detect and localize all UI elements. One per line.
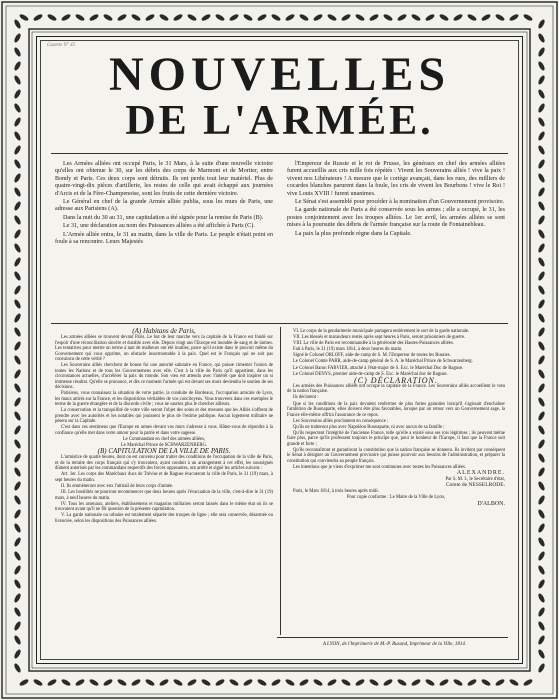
paragraph: IV. Tous les arsenaux, ateliers, établissemens et magasins militaires seront laissés dans le même état où ils se trouvaient avant qu'il ne fût question de la présente capitulation. xyxy=(55,501,273,513)
paragraph: Fait à Paris, le 31 (19) mars 1814, à deux heures du matin. xyxy=(293,347,403,353)
laurel-leaf xyxy=(537,523,546,534)
signature: Le Maréchal Prince de SCHWARZENBERG. xyxy=(120,443,208,449)
laurel-leaf xyxy=(13,19,22,30)
laurel-leaf xyxy=(467,13,478,22)
laurel-leaf xyxy=(537,299,546,310)
section-c-declaration xyxy=(287,329,505,508)
laurel-leaf xyxy=(537,131,546,142)
paragraph: VIII. La ville de Paris est recommandée à la générosité des Hautes-Puissances alliées. xyxy=(293,341,454,347)
laurel-leaf xyxy=(537,495,546,506)
laurel-leaf xyxy=(13,215,22,226)
laurel-leaf xyxy=(537,663,546,674)
laurel-leaf xyxy=(13,355,22,366)
laurel-leaf xyxy=(537,103,546,114)
laurel-leaf xyxy=(355,13,366,22)
paragraph: l'Empereur de Russie et le roi de Prusse, les généraux en chef des armées alliées furent accueillis aux cris mille fois répétés : Vivent les Souverains alliés ! vive la paix ! vivent nos Libérateurs ! A mesure que le cortège avançait, dans les rues, des milliers de cocardes blanches parurent dans la foule, les cris de vivent les Bourbons ! vive le Roi ! vive Louis XVIII ! furent unanimes. xyxy=(287,161,505,197)
laurel-leaf xyxy=(61,13,72,22)
laurel-leaf xyxy=(523,678,534,687)
laurel-leaf xyxy=(13,453,22,464)
laurel-leaf xyxy=(453,678,464,687)
paragraph: La conservation et la tranquillité de votre ville seront l'objet des soins et des mesures que les Alliés s'offrent de prendre avec les autorités et les notables qui jouissent le plus de l'estime publique. Aucun logement militaire ne pèsera sur la Capitale. xyxy=(55,408,273,425)
laurel-leaf xyxy=(13,61,22,72)
laurel-leaf xyxy=(243,13,254,22)
section-a-heading: (A) Habitans de Paris, xyxy=(132,327,196,335)
laurel-leaf xyxy=(145,13,156,22)
laurel-leaf xyxy=(537,271,546,282)
laurel-leaf xyxy=(369,678,380,687)
laurel-leaf xyxy=(13,271,22,282)
laurel-leaf xyxy=(537,551,546,562)
column-divider xyxy=(280,327,281,635)
laurel-leaf xyxy=(13,565,22,576)
page-title: NOUVELLES xyxy=(108,48,451,101)
laurel-leaf xyxy=(537,411,546,422)
laurel-leaf xyxy=(13,467,22,478)
paragraph: Le Général en chef de la grande Armée alliée publia, sous les murs de Paris, une adresse aux Parisiens (A). xyxy=(55,199,273,213)
laurel-leaf xyxy=(537,313,546,324)
upper-left-column xyxy=(55,161,273,247)
laurel-leaf xyxy=(537,635,546,646)
laurel-leaf xyxy=(537,327,546,338)
laurel-leaf xyxy=(397,13,408,22)
section-b-heading: (B) CAPITULATION DE LA VILLE DE PARIS. xyxy=(97,447,231,456)
laurel-leaf xyxy=(537,173,546,184)
laurel-leaf xyxy=(537,565,546,576)
laurel-leaf xyxy=(215,678,226,687)
paragraph: Le Sénat s'est assemblé pour procéder à la nomination d'un Gouvernement provisoire. xyxy=(295,199,505,206)
laurel-leaf xyxy=(425,678,436,687)
laurel-leaf xyxy=(13,397,22,408)
paragraph: Les armées des Puissances alliées ont occupé la capitale de la France. Les Souverains alliés accueillent le vœu de la nation française. xyxy=(287,383,505,395)
signature-title: Par S. M. I., le Secrétaire d'état, xyxy=(445,477,505,483)
laurel-leaf xyxy=(537,593,546,604)
paragraph: Le Colonel Comte PARR, aide-de-camp général de S. A. le Maréchal Prince de Schwarzenberg. xyxy=(293,359,473,365)
laurel-leaf xyxy=(537,117,546,128)
laurel-leaf xyxy=(89,678,100,687)
laurel-leaf xyxy=(383,678,394,687)
laurel-leaf xyxy=(13,89,22,100)
laurel-leaf xyxy=(537,285,546,296)
laurel-leaf xyxy=(89,13,100,22)
laurel-leaf xyxy=(13,537,22,548)
laurel-leaf xyxy=(13,663,22,674)
laurel-leaf xyxy=(13,313,22,324)
laurel-leaf xyxy=(13,607,22,618)
laurel-leaf xyxy=(537,383,546,394)
laurel-leaf xyxy=(13,75,22,86)
paragraph: Parisiens, vous connaissez la situation de votre patrie, la conduite de Bordeaux, l'occupation amicale de Lyon, les maux attirés sur la France, et les dispositions véritables de vos concitoyens. Vous trouverez dans ces exemples le terme de la guerre étrangère et de la discorde civile ; vous ne sauriez plus le chercher ailleurs. xyxy=(55,391,273,408)
paragraph: La garde nationale de Paris a été conservée sous les armes ; elle a occupé, le 31, les postes conjointement avec les troupes alliées. Le 1er avril, les armées alliées se sont mises à la poursuite des débris de l'armée française sur la route de Fontainebleau. xyxy=(287,207,505,229)
laurel-leaf xyxy=(537,75,546,86)
paragraph: L'armistice de quatre heures, dont on est convenu pour traiter des conditions de l'occupation de la ville de Paris, et de la retraite des corps français qui s'y trouvaient, ayant conduit à un arrangement à cet effet, les soussignés dûment autorisés par les commandans respectifs des forces opposantes, ont arrêté et signé les articles suivans : xyxy=(55,455,273,472)
laurel-leaf xyxy=(117,678,128,687)
paragraph: Ils déclarent : xyxy=(293,395,319,401)
laurel-leaf xyxy=(13,523,22,534)
laurel-leaf xyxy=(13,299,22,310)
broadsheet-page xyxy=(36,36,523,664)
laurel-leaf xyxy=(439,678,450,687)
laurel-leaf xyxy=(537,481,546,492)
laurel-leaf xyxy=(13,481,22,492)
laurel-leaf xyxy=(243,678,254,687)
laurel-leaf xyxy=(299,13,310,22)
paragraph: Les intentions que je viens d'exprimer me sont communes avec toutes les Puissances alliées. xyxy=(293,465,466,470)
laurel-leaf xyxy=(13,229,22,240)
signature: ALEXANDRE. xyxy=(456,470,505,477)
laurel-leaf xyxy=(299,678,310,687)
laurel-leaf xyxy=(13,425,22,436)
laurel-leaf xyxy=(537,439,546,450)
laurel-leaf xyxy=(257,13,268,22)
laurel-leaf xyxy=(13,173,22,184)
laurel-leaf xyxy=(229,13,240,22)
signature-title: Le Commandant en chef des armées alliées, xyxy=(122,437,206,443)
laurel-leaf xyxy=(187,13,198,22)
paragraph: Les Souverains alliés proclament en conséquence : xyxy=(293,418,389,424)
laurel-leaf xyxy=(537,355,546,366)
laurel-leaf xyxy=(313,678,324,687)
laurel-leaf xyxy=(537,467,546,478)
laurel-leaf xyxy=(103,13,114,22)
laurel-leaf xyxy=(537,341,546,352)
laurel-leaf xyxy=(537,61,546,72)
laurel-leaf xyxy=(537,397,546,408)
laurel-leaf xyxy=(13,187,22,198)
laurel-leaf xyxy=(159,678,170,687)
paragraph: III. Les hostilités ne pourront recommencer que deux heures après l'évacuation de la ville, c'est-à-dire le 31 (19) mars, à neuf heures du matin. xyxy=(55,490,273,501)
laurel-leaf xyxy=(411,678,422,687)
laurel-leaf xyxy=(13,285,22,296)
paragraph: Que si les conditions de la paix devaient renfermer de plus fortes garanties lorsqu'il s'agissait d'enchaîner l'ambition de Buonaparte, elles doivent être plus favorables, lorsque par un retour vers un Gouvernement sage, la France elle-même offrira l'assurance de ce repos. xyxy=(287,401,505,418)
laurel-leaf xyxy=(13,509,22,520)
paragraph: VII. Les blessés et maraudeurs restés après sept heures à Paris, seront prisonniers de guerre. xyxy=(293,335,466,341)
laurel-leaf xyxy=(495,13,506,22)
laurel-leaf xyxy=(425,13,436,22)
laurel-leaf xyxy=(61,678,72,687)
paragraph: Dans la nuit du 30 au 31, une capitulation a été signée pour la remise de Paris (B). xyxy=(63,214,264,221)
paragraph: Les Souverains alliés cherchent de bonne foi une autorité salutaire en France, qui puisse cimenter l'union de toutes les Nations et de tous les Gouvernemens avec elle. C'est à la ville de Paris qu'il appartient, dans les circonstances actuelles, d'accélérer la paix du monde. Son vœu est attendu avec l'intérêt que doit inspirer un si immense résultat. Qu'elle se prononce, et dès ce moment l'armée qui est devant ses murs deviendra le soutien de ses décisions. xyxy=(55,363,273,391)
laurel-leaf xyxy=(201,13,212,22)
laurel-leaf xyxy=(13,131,22,142)
laurel-leaf xyxy=(313,13,324,22)
laurel-leaf xyxy=(537,159,546,170)
laurel-leaf xyxy=(47,13,58,22)
laurel-leaf xyxy=(537,649,546,660)
laurel-leaf xyxy=(341,13,352,22)
laurel-leaf xyxy=(327,678,338,687)
signature: D'ALBON. xyxy=(477,500,505,507)
laurel-leaf xyxy=(173,678,184,687)
paragraph: Qu'ils reconnaîtront et garantiront la constitution que la nation française se donnera. Ils invitent par conséquent le Sénat à désigner un Gouvernement provisoire qui puisse pourvoir aux besoins de l'administration, et préparer la constitution qui conviendra au peuple français. xyxy=(287,447,505,464)
laurel-leaf xyxy=(509,13,520,22)
laurel-leaf xyxy=(509,678,520,687)
paragraph: La paix la plus profonde règne dans la Capitale. xyxy=(295,230,412,237)
laurel-leaf xyxy=(397,678,408,687)
laurel-leaf xyxy=(13,495,22,506)
laurel-leaf xyxy=(103,678,114,687)
laurel-leaf xyxy=(341,678,352,687)
laurel-leaf xyxy=(13,159,22,170)
laurel-leaf xyxy=(13,593,22,604)
laurel-leaf xyxy=(215,13,226,22)
laurel-leaf xyxy=(75,13,86,22)
laurel-leaf xyxy=(13,649,22,660)
laurel-leaf xyxy=(13,621,22,632)
paragraph: C'est dans ces sentimens que l'Europe en armes devant vos murs s'adresse à vous. Hâtez-vous de répondre à la confiance qu'elle met dans votre amour pour la patrie et dans votre sagesse. xyxy=(55,425,273,436)
section-a-address xyxy=(55,329,273,525)
laurel-leaf xyxy=(285,678,296,687)
laurel-leaf xyxy=(187,678,198,687)
laurel-leaf xyxy=(537,19,546,30)
laurel-leaf xyxy=(537,145,546,156)
paragraph: II. Ils emmèneront avec eux l'attirail de leurs corps d'armée. xyxy=(61,484,174,490)
laurel-leaf xyxy=(537,33,546,44)
paragraph: Les armées alliées se trouvent devant Paris. Le but de leur marche vers la capitale de la France est fondé sur l'espoir d'une réconciliation sincère et durable avec elle. Depuis vingt ans l'Europe est inondée de sang et de larmes. Les tentatives pour mettre un terme à tant de malheurs ont été inutiles, parce qu'il existe dans le pouvoir même du Gouvernement qui vous opprime, un obstacle insurmontable à la paix. Quel est le Français qui ne soit pas convaincu de cette vérité ? xyxy=(55,335,273,363)
laurel-leaf xyxy=(13,551,22,562)
title-rule xyxy=(51,153,508,154)
laurel-leaf xyxy=(537,509,546,520)
laurel-leaf xyxy=(467,678,478,687)
laurel-leaf xyxy=(537,579,546,590)
paragraph: V. La garde nationale ou urbaine est totalement séparée des troupes de ligne ; elle sera conservée, désarmée ou licenciée, selon les dispositions des Puissances alliées. xyxy=(55,513,273,524)
laurel-leaf xyxy=(411,13,422,22)
laurel-leaf xyxy=(13,383,22,394)
laurel-leaf xyxy=(13,47,22,58)
laurel-leaf xyxy=(537,607,546,618)
laurel-leaf xyxy=(481,13,492,22)
laurel-leaf xyxy=(229,678,240,687)
laurel-leaf xyxy=(159,13,170,22)
paragraph: Les Armées alliées ont occupé Paris, le 31 Mars, à la suite d'une nouvelle victoire qu'elles ont obtenue le 30, sur les débris des corps de Marmont et de Mortier, entre Bondy et Paris. Ces deux corps sont détruits. Ils ont perdu tout leur matériel. Plus de quatre-vingt-dix pièces d'artillerie, les restes de celle qui avait échappé aux journées d'Arcis et de la Fère-Champenoise, sont les fruits de cette dernière victoire. xyxy=(55,161,273,197)
laurel-leaf xyxy=(257,678,268,687)
laurel-leaf xyxy=(271,678,282,687)
laurel-leaf xyxy=(285,13,296,22)
laurel-leaf xyxy=(383,13,394,22)
laurel-leaf xyxy=(13,327,22,338)
printer-imprint: A LYON, de l'Imprimerie de M.-P. Rusand, Imprimeur de la Ville, 1814. xyxy=(322,642,467,647)
laurel-leaf xyxy=(537,47,546,58)
laurel-leaf xyxy=(537,201,546,212)
upper-right-column xyxy=(287,161,505,239)
paragraph: Qu'ils respectent l'intégrité de l'ancienne France, telle qu'elle a existé sous ses rois légitimes ; ils peuvent même faire plus, parce qu'ils professent toujours le principe que, pour le bonheur de l'Europe, il faut que la France soit grande et forte ; xyxy=(287,430,505,447)
margin-note: Gazette N° 45 xyxy=(47,43,76,48)
laurel-leaf xyxy=(131,13,142,22)
laurel-leaf xyxy=(19,13,30,22)
laurel-leaf xyxy=(537,89,546,100)
laurel-leaf xyxy=(495,678,506,687)
signature: Comte de NESSELRODE. xyxy=(445,482,505,489)
paragraph: Qu'ils ne traiteront plus avec Napoléon Buonaparte, ni avec aucun de sa famille ; xyxy=(293,424,445,430)
paragraph: Art. 1er. Les corps des Maréchaux ducs de Trévise et de Raguse évacueront la ville de Paris, le 31 (19) mars, à sept heures du matin. xyxy=(55,472,273,483)
laurel-leaf xyxy=(131,678,142,687)
laurel-leaf xyxy=(75,678,86,687)
laurel-leaf xyxy=(537,229,546,240)
laurel-leaf xyxy=(47,678,58,687)
laurel-leaf xyxy=(327,13,338,22)
section-rule xyxy=(51,323,508,324)
laurel-leaf xyxy=(173,13,184,22)
laurel-leaf xyxy=(537,187,546,198)
laurel-leaf xyxy=(13,341,22,352)
laurel-leaf xyxy=(537,537,546,548)
laurel-leaf xyxy=(13,369,22,380)
paragraph: Le Colonel DENYS, premier aide-de-camp de S. Exc. le Maréchal duc de Raguse. xyxy=(293,371,448,377)
laurel-leaf xyxy=(537,453,546,464)
date-line: Paris, le Mars 1814, à trois heures après midi. xyxy=(293,489,379,495)
laurel-leaf xyxy=(523,13,534,22)
laurel-leaf xyxy=(13,411,22,422)
laurel-leaf xyxy=(537,369,546,380)
laurel-leaf xyxy=(537,243,546,254)
page-subtitle: DE L'ARMÉE. xyxy=(125,98,434,144)
laurel-leaf xyxy=(13,243,22,254)
footer-rule xyxy=(277,637,508,638)
laurel-leaf xyxy=(481,678,492,687)
laurel-leaf xyxy=(13,117,22,128)
laurel-leaf xyxy=(145,678,156,687)
laurel-leaf xyxy=(537,257,546,268)
laurel-leaf xyxy=(369,13,380,22)
laurel-leaf xyxy=(13,635,22,646)
laurel-leaf xyxy=(13,257,22,268)
laurel-leaf xyxy=(13,145,22,156)
laurel-leaf xyxy=(13,103,22,114)
laurel-leaf xyxy=(537,215,546,226)
declaration-heading: (C) DÉCLARATION. xyxy=(354,375,438,385)
laurel-leaf xyxy=(453,13,464,22)
laurel-leaf xyxy=(33,13,44,22)
laurel-leaf xyxy=(19,678,30,687)
paragraph: VI. Le corps de la gendarmerie municipale partagera entièrement le sort de la garde nationale. xyxy=(293,329,470,334)
laurel-leaf xyxy=(537,621,546,632)
paragraph: Signé le Colonel ORLOFF, aide-de-camp de S. M. l'Empereur de toutes les Russies. xyxy=(293,353,451,359)
laurel-leaf xyxy=(117,13,128,22)
laurel-leaf xyxy=(439,13,450,22)
paragraph: L'Armée alliée entra, le 31 au matin, dans la ville de Paris. Le peuple n'était point en foule à sa rencontre. Leurs Majestés xyxy=(55,231,273,246)
laurel-leaf xyxy=(271,13,282,22)
paragraph: Le 31, une déclaration au nom des Puissances alliées a été affichée à Paris (C). xyxy=(63,223,255,230)
paragraph: Le Colonel Baron FABVIER, attaché à l'état-major de S. Exc. le Maréchal Duc de Raguse. xyxy=(293,365,464,371)
laurel-leaf xyxy=(201,678,212,687)
laurel-leaf xyxy=(13,33,22,44)
laurel-leaf xyxy=(33,678,44,687)
copy-line: Pour copie conforme : Le Maire de la Ville de Lyon, xyxy=(346,495,446,501)
laurel-leaf xyxy=(13,579,22,590)
laurel-leaf xyxy=(537,425,546,436)
laurel-leaf xyxy=(355,678,366,687)
laurel-leaf xyxy=(13,201,22,212)
laurel-leaf xyxy=(13,439,22,450)
